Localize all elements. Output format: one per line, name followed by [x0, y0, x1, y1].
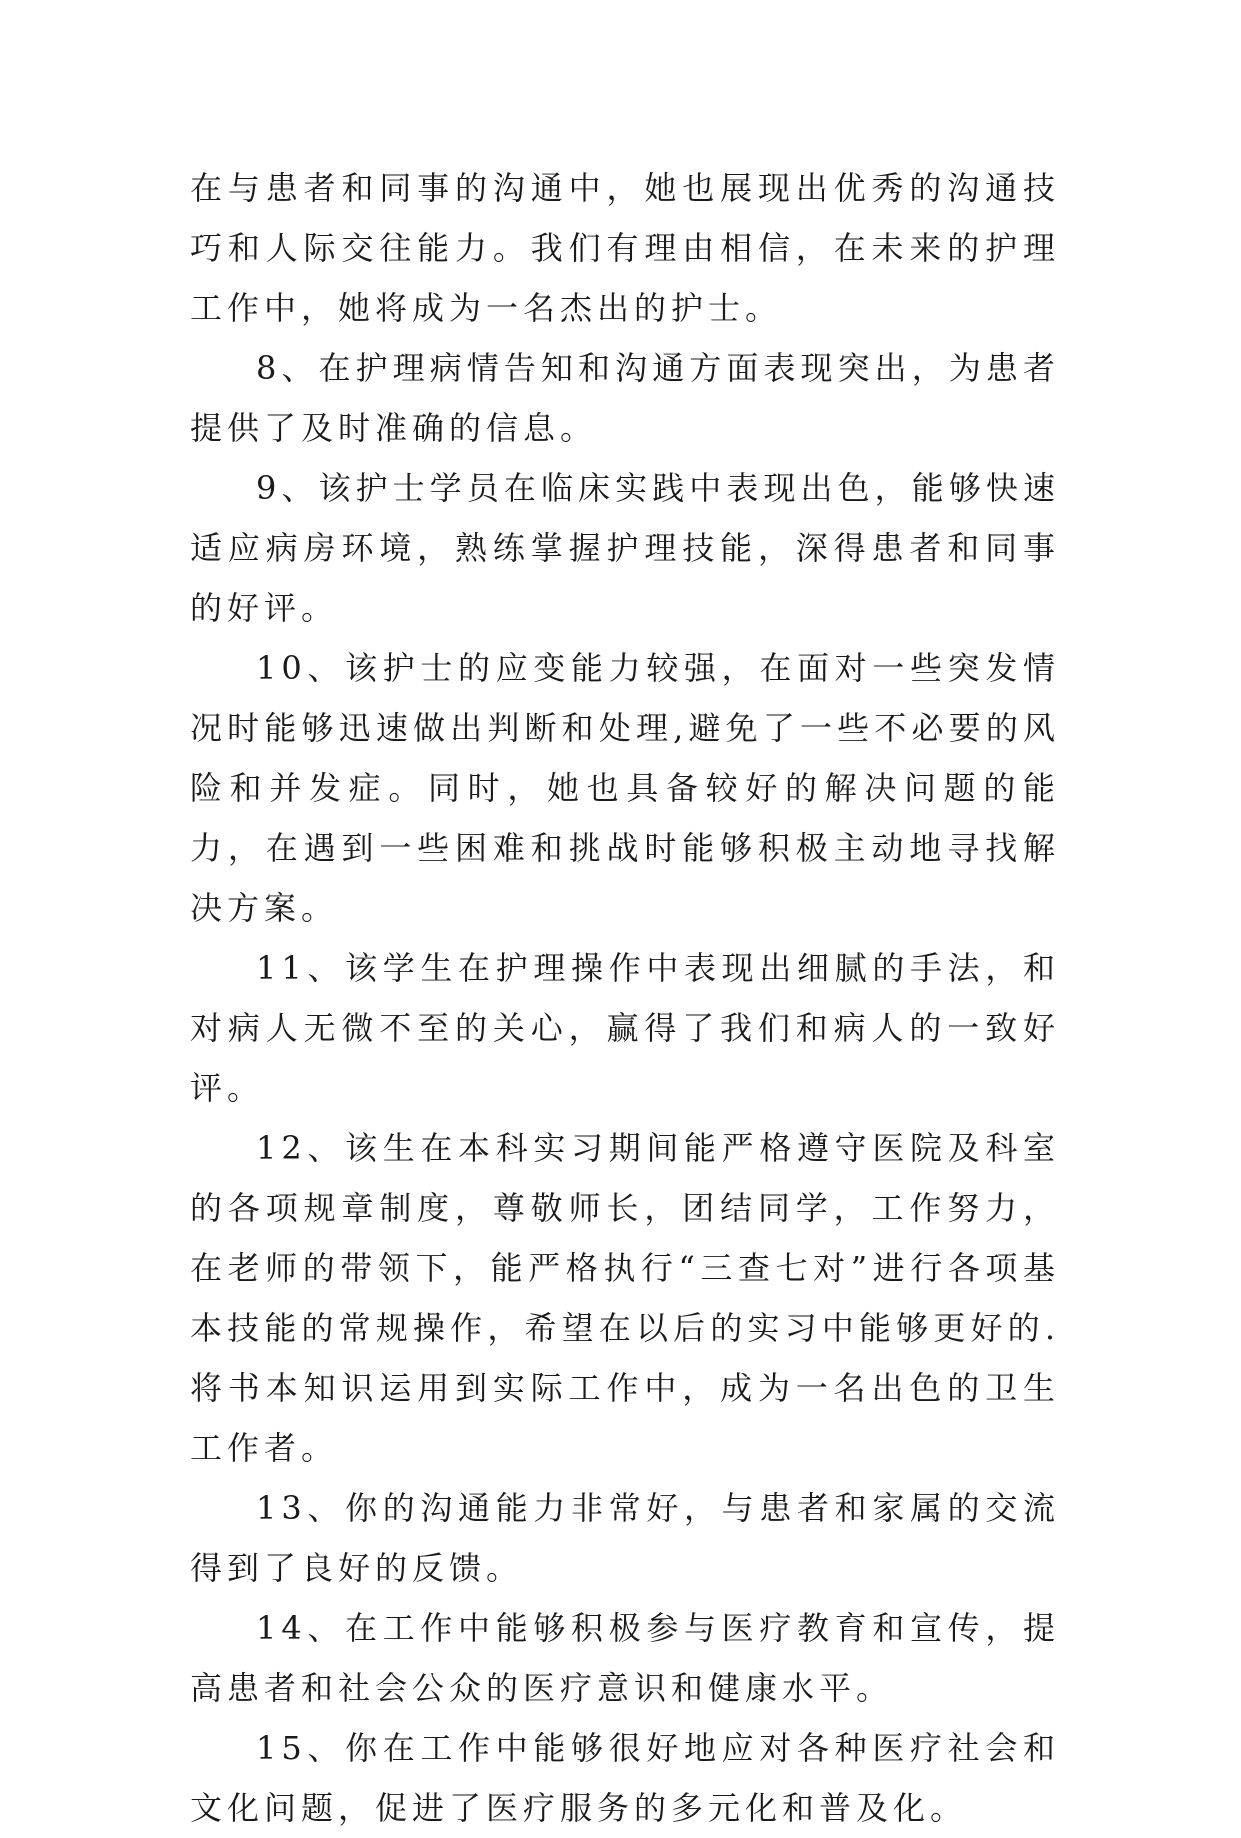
paragraph-item-12: 12、该生在本科实习期间能严格遵守医院及科室的各项规章制度，尊敬师长，团结同学，工作努力，在老师的带领下，能严格执行“三查七对”进行各项基本技能的常规操作，希望在以后的实习中能够更好的.将书本知识运用到实际工作中，成为一名出色的卫生工作者。: [190, 1129, 1060, 1467]
paragraph-item-14: 14、在工作中能够积极参与医疗教育和宣传，提高患者和社会公众的医疗意识和健康水平。: [190, 1609, 1060, 1707]
paragraph-continuation: 在与患者和同事的沟通中，她也展现出优秀的沟通技巧和人际交往能力。我们有理由相信，在未来的护理工作中，她将成为一名杰出的护士。: [190, 169, 1060, 327]
paragraph-item-10: 10、该护士的应变能力较强，在面对一些突发情况时能够迅速做出判断和处理,避免了一些不必要的风险和并发症。同时，她也具备较好的解决问题的能力，在遇到一些困难和挑战时能够积极主动地寻找解决方案。: [190, 649, 1060, 927]
paragraph-item-15: 15、你在工作中能够很好地应对各种医疗社会和文化问题，促进了医疗服务的多元化和普及化。: [190, 1729, 1060, 1827]
paragraph-item-8: 8、在护理病情告知和沟通方面表现突出，为患者提供了及时准确的信息。: [190, 349, 1060, 447]
paragraph-item-13: 13、你的沟通能力非常好，与患者和家属的交流得到了良好的反馈。: [190, 1489, 1060, 1587]
document-body: [190, 158, 1060, 1838]
paragraph-item-9: 9、该护士学员在临床实践中表现出色，能够快速适应病房环境，熟练掌握护理技能，深得患者和同事的好评。: [190, 469, 1060, 627]
paragraph-item-11: 11、该学生在护理操作中表现出细腻的手法，和对病人无微不至的关心，赢得了我们和病人的一致好评。: [190, 949, 1060, 1107]
